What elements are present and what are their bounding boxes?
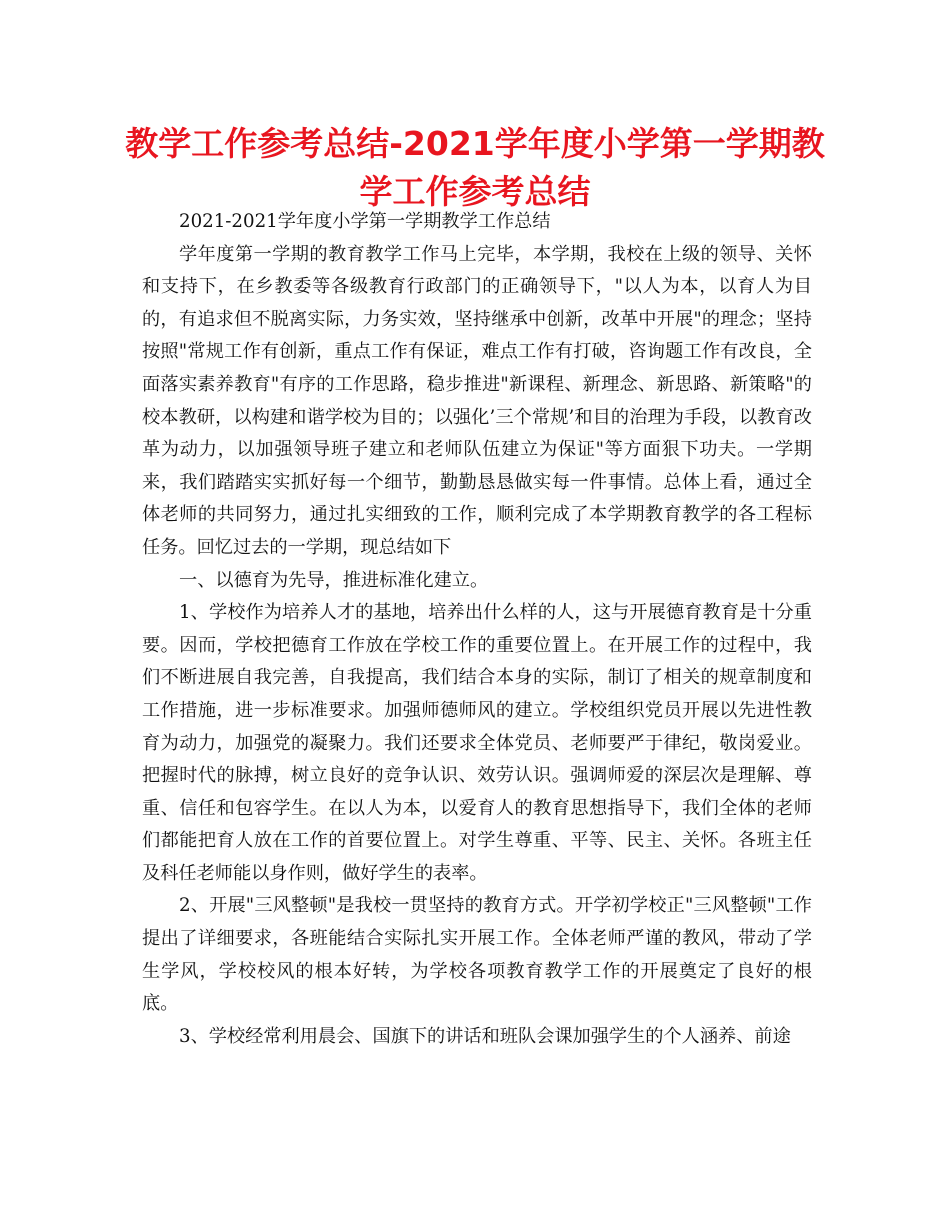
paragraph-subtitle: 2021-2021学年度小学第一学期教学工作总结 <box>179 211 551 232</box>
paragraph-point-2: 2、开展"三风整顿"是我校一贯坚持的教育方式。开学初学校正"三风整顿"工作提出了详细要求，各班能结合实际扎实开展工作。全体老师严谨的教风，带动了学生学风，学校校风的根本好转，为学校各项教育教学工作的开展奠定了良好的根底。 <box>142 895 812 1015</box>
paragraph-section-heading: 一、以德育为先导，推进标准化建立。 <box>179 569 489 591</box>
paragraph-intro: 学年度第一学期的教育教学工作马上完毕，本学期，我校在上级的领导、关怀和支持下，在乡教委等各级教育行政部门的正确领导下，"以人为本，以育人为目的，有追求但不脱离实际，力务实效，坚持继承中创新，改革中开展"的理念；坚持按照"常规工作有创新，重点工作有保证，难点工作有打破，咨询题工作有改良，全面落实素养教育"有序的工作思路，稳步推进"新课程、新理念、新思路、新策略"的校本教研，以构建和谐学校为目的；以强化’三个常规’和目的治理为手段，以教育改革为动力，以加强领导班子建立和老师队伍建立为保证"等方面狠下功夫。一学期来，我们踏踏实实抓好每一个细节，勤勤恳恳做实每一件事情。总体上看，通过全体老师的共同努力，通过扎实细致的工作，顺利完成了本学期教育教学的各工程标任务。回忆过去的一学期，现总结如下 <box>142 243 812 558</box>
paragraph-point-1: 1、学校作为培养人才的基地，培养出什么样的人，这与开展德育教育是十分重要。因而，学校把德育工作放在学校工作的重要位置上。在开展工作的过程中，我们不断进展自我完善，自我提高，我们结合本身的实际，制订了相关的规章制度和工作措施，进一步标准要求。加强师德师风的建立。学校组织党员开展以先进性教育为动力，加强党的凝聚力。我们还要求全体党员、老师要严于律纪，敬岗爱业。把握时代的脉搏，树立良好的竞争认识、效劳认识。强调师爱的深层次是理解、尊重、信任和包容学生。在以人为本，以爱育人的教育思想指导下，我们全体的老师们都能把育人放在工作的首要位置上。对学生尊重、平等、民主、关怀。各班主任及科任老师能以身作则，做好学生的表率。 <box>142 602 812 884</box>
document-body <box>142 206 812 1053</box>
paragraph-point-3: 3、学校经常利用晨会、国旗下的讲话和班队会课加强学生的个人涵养、前途 <box>179 1025 791 1047</box>
document-title: 教学工作参考总结-2021学年度小学第一学期教学工作参考总结 <box>125 124 825 211</box>
